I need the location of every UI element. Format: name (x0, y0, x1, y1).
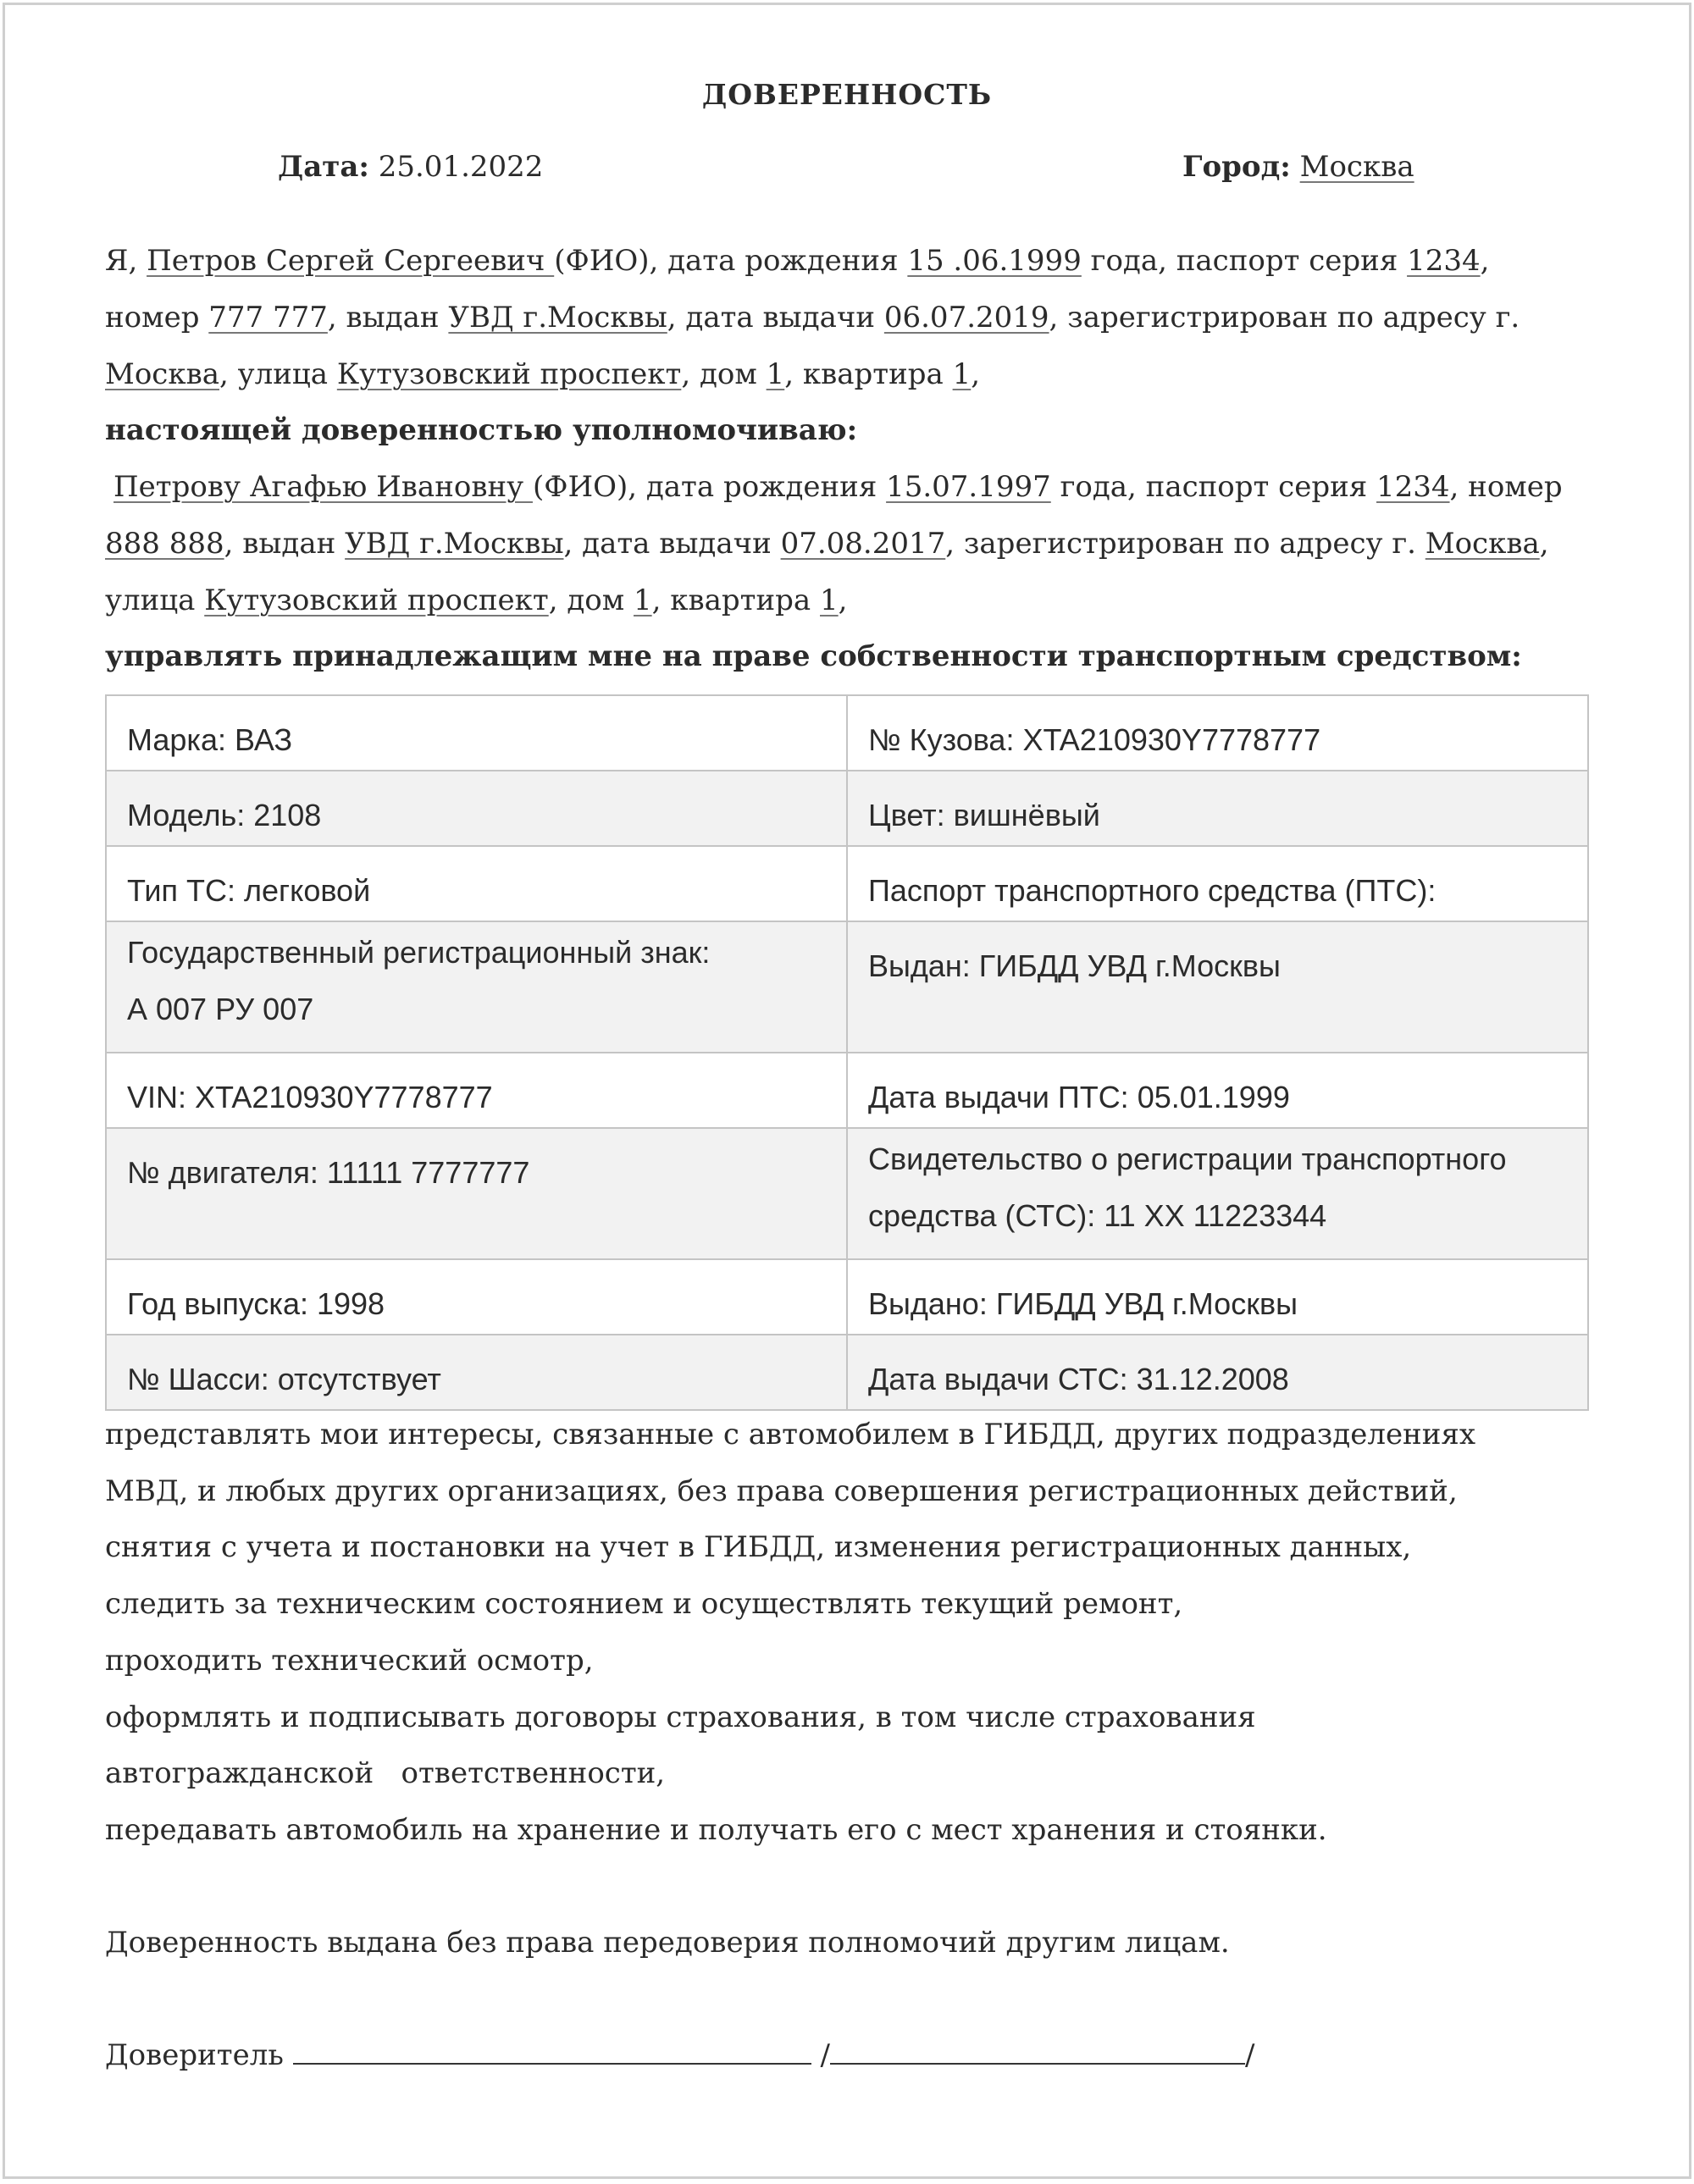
city-label: Город: (1182, 150, 1291, 184)
table-row (106, 1259, 1588, 1335)
agent-city: Москва (1425, 527, 1540, 561)
text: номер (105, 301, 209, 335)
agent-flat: 1 (820, 583, 839, 617)
table-cell: Паспорт транспортного средства (ПТС): (847, 846, 1588, 921)
table-cell: Марка: ВАЗ (106, 695, 847, 771)
text: , номер (1449, 470, 1563, 504)
text: Я, (105, 244, 147, 278)
text: , квартира (651, 583, 820, 617)
table-row (106, 1335, 1588, 1410)
text: улица (105, 583, 205, 617)
powers-line: следить за техническим состоянием и осуществлять текущий ремонт, (105, 1587, 1183, 1621)
signature-end: / (1244, 2038, 1255, 2072)
principal-line-2 (105, 301, 1520, 335)
agent-number: 888 888 (105, 527, 224, 561)
table-row (106, 695, 1588, 771)
principal-street: Кутузовский проспект (336, 357, 682, 391)
signature-label: Доверитель (105, 2038, 293, 2072)
city-value: Москва (1299, 150, 1414, 184)
agent-house: 1 (634, 583, 652, 617)
city-field (1182, 150, 1414, 184)
table-cell: № Кузова: XTA210930Y7778777 (847, 695, 1588, 771)
text: , зарегистрирован по адресу г. (945, 527, 1426, 561)
text: , (1539, 527, 1549, 561)
table-cell (847, 1128, 1588, 1259)
signature-line (105, 2037, 1254, 2072)
vehicle-table (105, 694, 1589, 1411)
table-cell: Модель: 2108 (106, 771, 847, 846)
authorize-heading: настоящей доверенностью уполномочиваю: (105, 413, 858, 447)
table-row (106, 1053, 1588, 1128)
table-row (106, 1128, 1588, 1259)
agent-birth: 15.07.1997 (886, 470, 1051, 504)
text: года, паспорт серия (1081, 244, 1408, 278)
agent-line-1 (113, 470, 1563, 504)
cell-line: Свидетельство о регистрации транспортного (868, 1142, 1507, 1176)
agent-street: Кутузовский проспект (204, 583, 549, 617)
vehicle-heading: управлять принадлежащим мне на праве собственности транспортным средством: (105, 639, 1522, 673)
text: , зарегистрирован по адресу г. (1049, 301, 1520, 335)
date-value: 25.01.2022 (378, 150, 544, 184)
powers-line: проходить технический осмотр, (105, 1644, 594, 1678)
no-substitution-note: Доверенность выдана без права передоверия полномочий другим лицам. (105, 1926, 1230, 1960)
table-cell: Выдано: ГИБДД УВД г.Москвы (847, 1259, 1588, 1335)
text: , дата выдачи (667, 301, 884, 335)
principal-house: 1 (766, 357, 785, 391)
document-title: ДОВЕРЕННОСТЬ (701, 78, 993, 111)
powers-line: представлять мои интересы, связанные с автомобилем в ГИБДД, других подразделениях (105, 1418, 1476, 1451)
table-cell: Дата выдачи ПТС: 05.01.1999 (847, 1053, 1588, 1128)
agent-line-3 (105, 583, 847, 617)
principal-number: 777 777 (208, 301, 328, 335)
text: , выдан (224, 527, 346, 561)
powers-line: оформлять и подписывать договоры страхования, в том числе страхования (105, 1700, 1256, 1734)
text: , (838, 583, 848, 617)
table-row (106, 846, 1588, 921)
text: , дата выдачи (563, 527, 781, 561)
powers-line: снятия с учета и постановки на учет в ГИБДД, изменения регистрационных данных, (105, 1530, 1412, 1564)
agent-issuer: УВД г.Москвы (345, 527, 564, 561)
agent-series: 1234 (1376, 470, 1450, 504)
table-cell: № Шасси: отсутствует (106, 1335, 847, 1410)
table-cell: Год выпуска: 1998 (106, 1259, 847, 1335)
powers-line: автогражданской ответственности, (105, 1756, 666, 1790)
principal-issuer: УВД г.Москвы (448, 301, 667, 335)
principal-series: 1234 (1407, 244, 1481, 278)
table-cell: Тип ТС: легковой (106, 846, 847, 921)
table-cell: Цвет: вишнёвый (847, 771, 1588, 846)
table-cell: VIN: XTA210930Y7778777 (106, 1053, 847, 1128)
cell-line: Государственный регистрационный знак: (127, 935, 711, 970)
principal-flat: 1 (952, 357, 972, 391)
name-blank (830, 2037, 1245, 2065)
text: , выдан (327, 301, 449, 335)
agent-issue-date: 07.08.2017 (780, 527, 946, 561)
text: , дом (681, 357, 767, 391)
text: , (971, 357, 981, 391)
document-page (3, 3, 1691, 2179)
text: года, паспорт серия (1050, 470, 1377, 504)
signature-blank (293, 2037, 811, 2065)
date-label: Дата: (278, 150, 369, 184)
text: , улица (219, 357, 337, 391)
signature-separator: / (820, 2038, 830, 2072)
table-cell (106, 921, 847, 1053)
table-cell: Выдан: ГИБДД УВД г.Москвы (847, 921, 1588, 1053)
table-row (106, 921, 1588, 1053)
powers-line: МВД, и любых других организациях, без права совершения регистрационных действий, (105, 1474, 1458, 1508)
principal-line-1 (105, 244, 1489, 278)
cell-line: А 007 РУ 007 (127, 992, 314, 1026)
agent-name: Петрову Агафью Ивановну (113, 470, 533, 504)
table-cell: № двигателя: 11111 7777777 (106, 1128, 847, 1259)
agent-line-2 (105, 527, 1549, 561)
cell-line: средства (СТС): 11 XX 11223344 (868, 1198, 1327, 1233)
text: , дом (548, 583, 634, 617)
text: (ФИО), дата рождения (532, 470, 887, 504)
principal-name: Петров Сергей Сергеевич (147, 244, 555, 278)
table-row (106, 771, 1588, 846)
principal-issue-date: 06.07.2019 (883, 301, 1049, 335)
text: , (1480, 244, 1490, 278)
principal-line-3 (105, 357, 980, 391)
powers-line: передавать автомобиль на хранение и получать его с мест хранения и стоянки. (105, 1813, 1327, 1847)
text: (ФИО), дата рождения (554, 244, 908, 278)
date-field (278, 150, 543, 184)
table-cell: Дата выдачи СТС: 31.12.2008 (847, 1335, 1588, 1410)
text: , квартира (784, 357, 953, 391)
principal-birth: 15 .06.1999 (907, 244, 1082, 278)
principal-city: Москва (105, 357, 219, 391)
